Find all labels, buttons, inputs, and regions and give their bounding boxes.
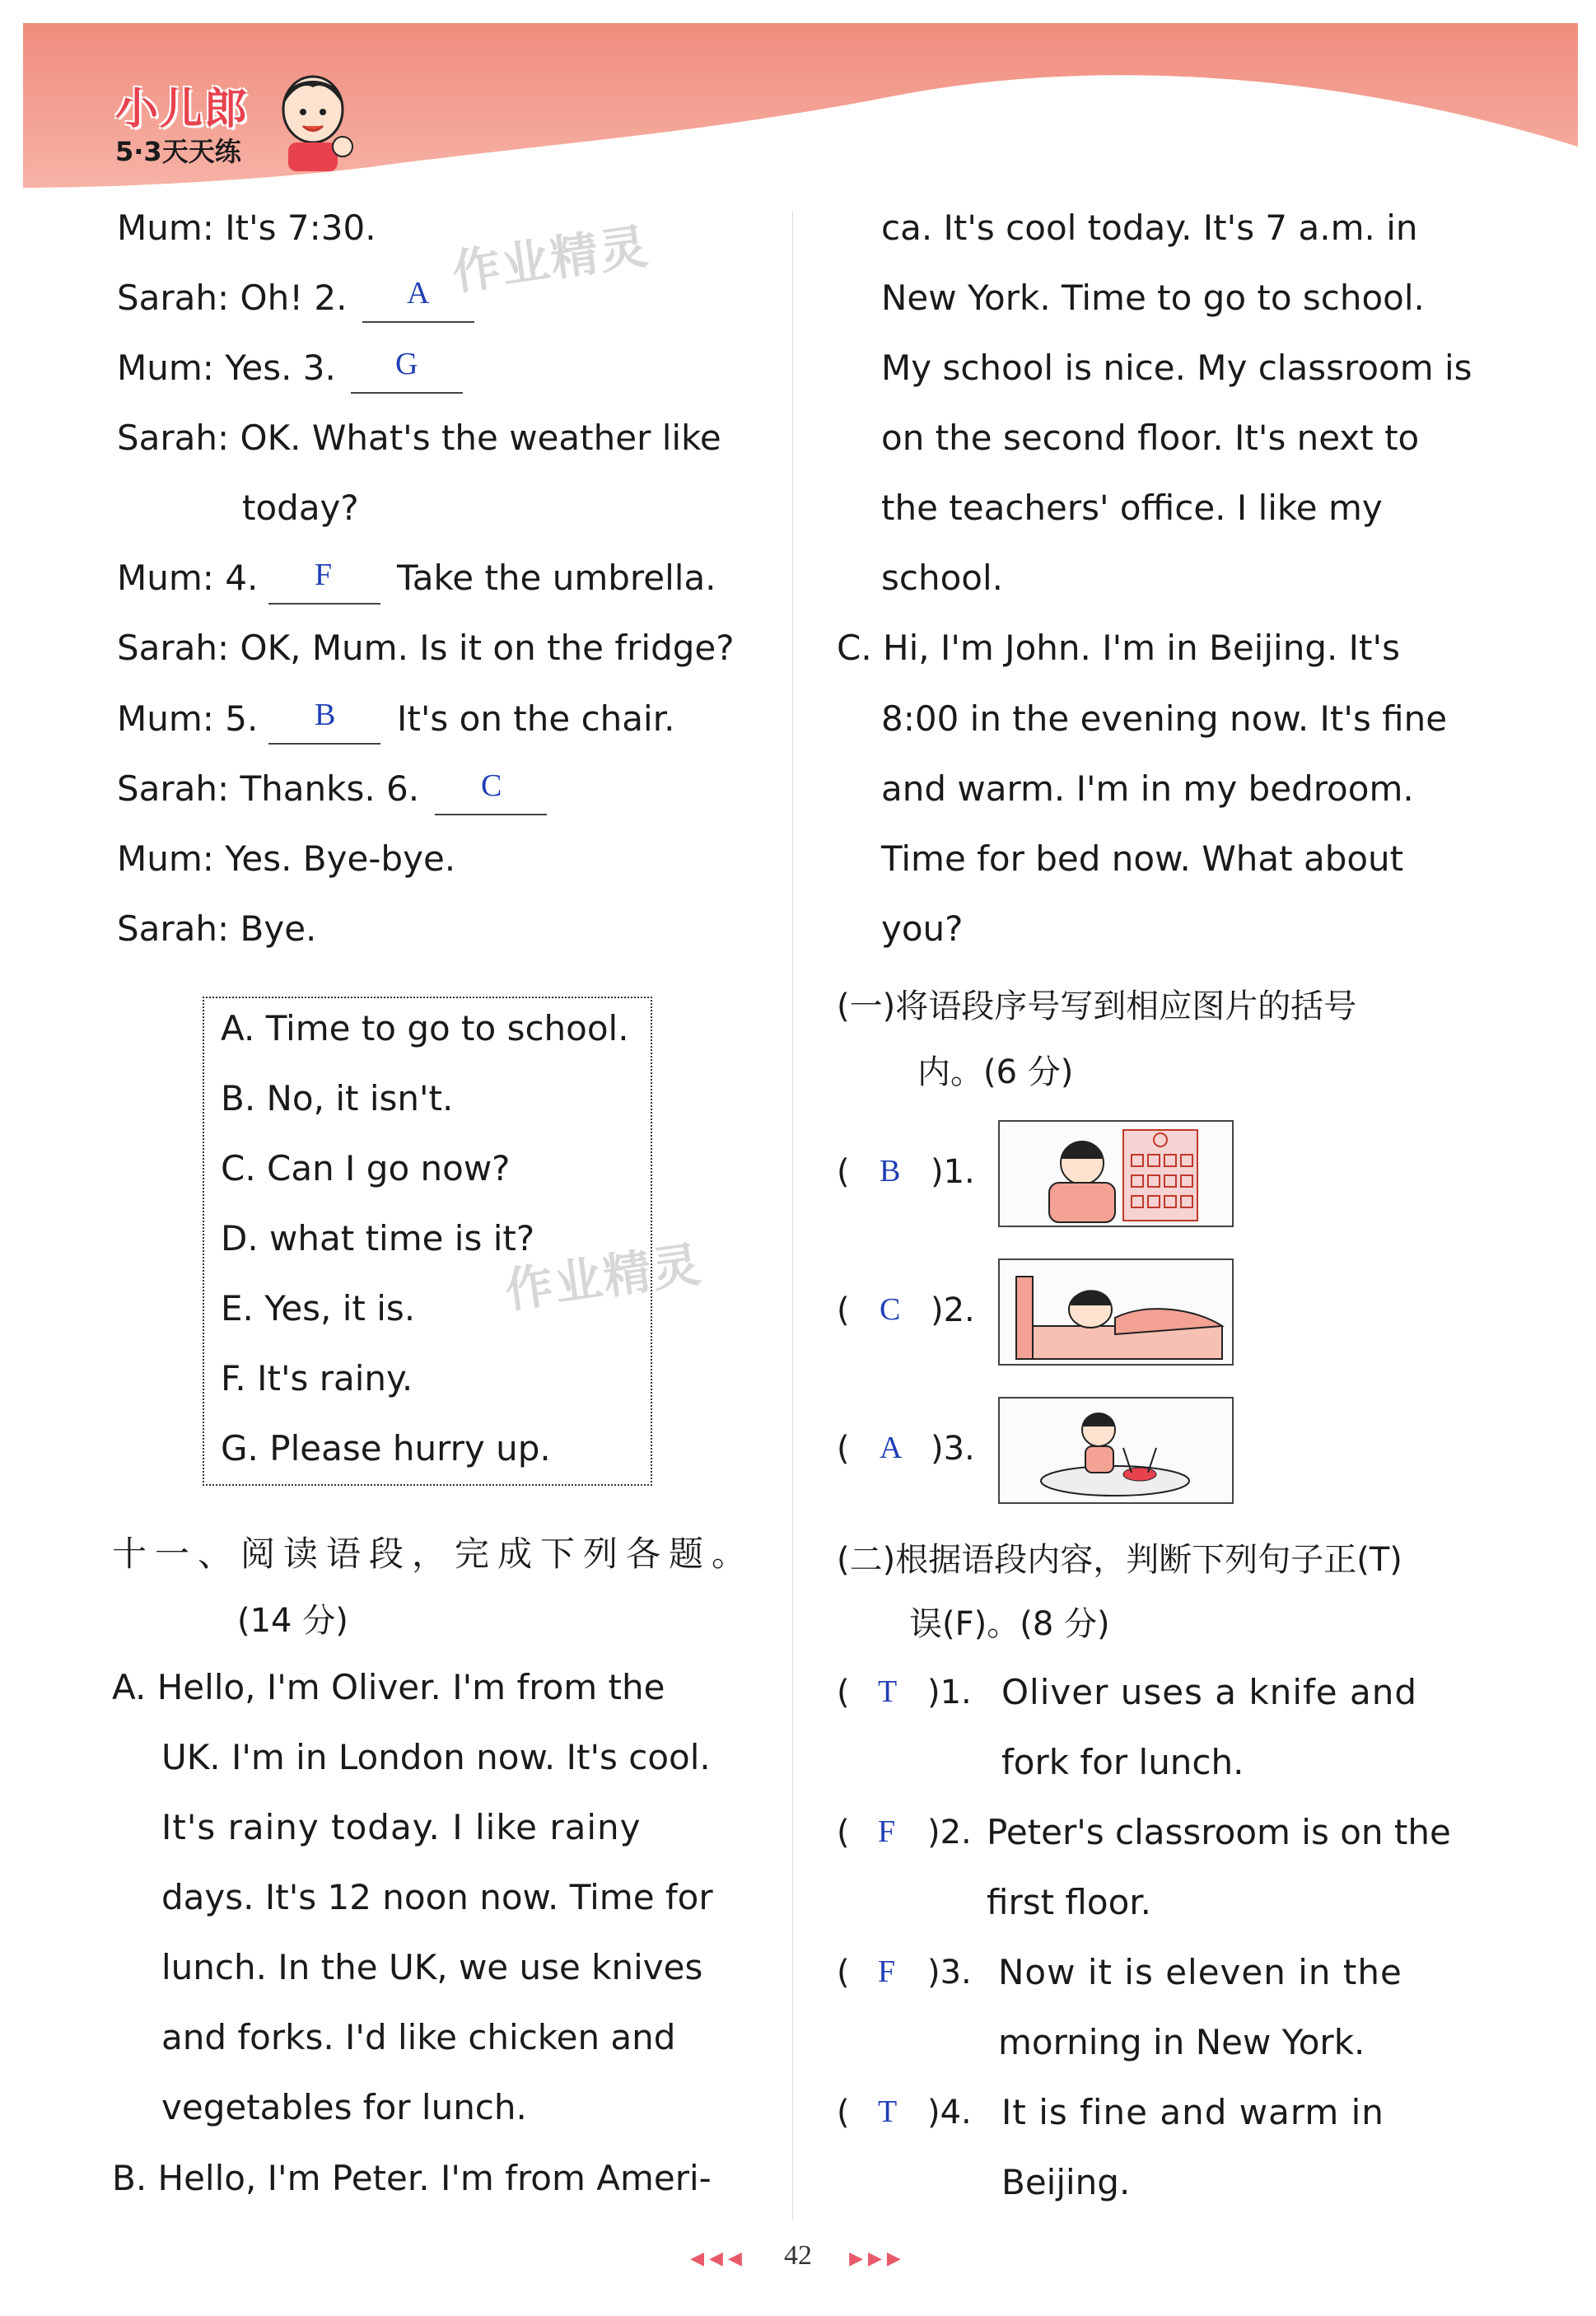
statement-line: It is fine and warm in (1001, 2092, 1384, 2132)
passage-a-line: vegetables for lunch. (161, 2087, 527, 2127)
bracket-open: ( (837, 1674, 850, 1711)
option-item: F. It's rainy. (221, 1358, 413, 1398)
item-number: )1. (931, 1153, 975, 1191)
statement-line: first floor. (987, 1882, 1152, 1922)
item-number: )2. (931, 1291, 975, 1329)
passage-b-line: school. (881, 558, 1004, 598)
statement-line: Oliver uses a knife and (1001, 1672, 1417, 1712)
passage-a-line: It's rainy today. I like rainy (161, 1807, 642, 1847)
column-divider (792, 211, 793, 2220)
right-arrows-icon: ▶▶▶ (849, 2248, 906, 2269)
option-item: E. Yes, it is. (221, 1288, 416, 1328)
answer-text: T (878, 2094, 898, 2129)
passage-a-line: lunch. In the UK, we use knives (161, 1947, 703, 1987)
answer-text: A (407, 276, 430, 311)
part1-title: (一)将语段序号写到相应图片的括号 (837, 988, 1357, 1025)
statement-line: Now it is eleven in the (998, 1952, 1402, 1992)
answer-text: G (395, 347, 418, 381)
passage-b-line: My school is nice. My classroom is (881, 348, 1472, 388)
bracket-open: ( (837, 1814, 850, 1851)
section-title: 十一、阅读语段，完成下列各题。 (112, 1534, 755, 1574)
dialogue-line: Sarah: OK, Mum. Is it on the fridge? (117, 628, 735, 668)
page-footer (0, 2240, 1596, 2272)
passage-b-line: the teachers' office. I like my (881, 488, 1383, 528)
header-band (23, 23, 1578, 196)
dialogue-line: Sarah: OK. What's the weather like (117, 418, 721, 458)
passage-a-line: UK. I'm in London now. It's cool. (161, 1737, 711, 1777)
answer-blank (268, 603, 380, 605)
answer-text: A (880, 1431, 903, 1465)
statement-line: Beijing. (1001, 2162, 1131, 2202)
answer-text: T (878, 1674, 898, 1709)
option-item: A. Time to go to school. (221, 1008, 629, 1048)
school-boy-picture (998, 1120, 1234, 1227)
part2-title: (二)根据语段内容，判断下列句子正(T) (837, 1541, 1402, 1579)
option-item: D. what time is it? (221, 1218, 535, 1258)
dialogue-line: It's on the chair. (397, 698, 675, 739)
answer-text: F (878, 1954, 896, 1989)
passage-a-line: days. It's 12 noon now. Time for (161, 1877, 713, 1917)
passage-a-line: and forks. I'd like chicken and (161, 2017, 676, 2057)
bracket-open: ( (837, 2094, 850, 2132)
item-number: )2. (927, 1814, 972, 1851)
passage-c-line: you? (881, 908, 964, 949)
answer-text: F (878, 1814, 896, 1849)
bracket-open: ( (837, 1153, 850, 1191)
item-number: )3. (931, 1430, 975, 1468)
brand-logo (115, 74, 249, 169)
answer-blank (362, 321, 474, 323)
option-item: B. No, it isn't. (221, 1078, 454, 1118)
answer-text: B (880, 1154, 901, 1188)
lunch-boy-picture (998, 1397, 1234, 1504)
item-number: )1. (927, 1674, 972, 1711)
passage-b-line: New York. Time to go to school. (881, 278, 1425, 318)
watermark: 作业精灵 (502, 1235, 706, 1319)
option-item: C. Can I go now? (221, 1148, 511, 1188)
answer-text: B (315, 698, 336, 732)
passage-c-line: Time for bed now. What about (881, 838, 1404, 879)
answer-blank (268, 743, 380, 745)
statement-line: Peter's classroom is on the (987, 1812, 1451, 1852)
dialogue-line: Mum: Yes. Bye-bye. (117, 838, 456, 879)
part2-title-cont: 误(F)。(8 分) (909, 1605, 1110, 1643)
dialogue-line: Take the umbrella. (397, 558, 716, 598)
passage-b-line: ca. It's cool today. It's 7 a.m. in (881, 208, 1418, 248)
passage-a-line: A. Hello, I'm Oliver. I'm from the (112, 1667, 665, 1707)
brand-subtitle: 5·3天天练 (115, 136, 241, 167)
page-number: 42 (784, 2240, 812, 2271)
watermark: 作业精灵 (449, 217, 653, 301)
item-number: )4. (927, 2094, 972, 2132)
bracket-open: ( (837, 1954, 850, 1991)
answer-text: C (880, 1292, 901, 1327)
sleeping-boy-picture (998, 1258, 1234, 1366)
dialogue-line: Sarah: Bye. (117, 908, 317, 949)
dialogue-line: Mum: It's 7:30. (117, 208, 376, 248)
passage-c-line: C. Hi, I'm John. I'm in Beijing. It's (837, 628, 1400, 668)
statement-line: fork for lunch. (1001, 1742, 1244, 1782)
answer-blank (351, 392, 463, 394)
dialogue-line: Sarah: Thanks. 6. (117, 768, 420, 809)
passage-c-line: 8:00 in the evening now. It's fine (881, 698, 1448, 739)
dialogue-line: today? (242, 488, 359, 528)
dialogue-line: Mum: Yes. 3. (117, 348, 336, 388)
passage-c-line: and warm. I'm in my bedroom. (881, 768, 1414, 809)
left-arrows-icon: ◀◀◀ (690, 2248, 747, 2269)
passage-b-line: B. Hello, I'm Peter. I'm from Ameri- (112, 2158, 712, 2198)
answer-text: C (481, 768, 502, 803)
dialogue-line: Mum: 4. (117, 558, 259, 598)
item-number: )3. (927, 1954, 972, 1991)
passage-b-line: on the second floor. It's next to (881, 418, 1420, 458)
bracket-open: ( (837, 1291, 850, 1329)
answer-blank (435, 814, 547, 815)
answer-text: F (315, 558, 333, 592)
brand-name: 小儿郎 (115, 85, 250, 134)
dialogue-line: Mum: 5. (117, 698, 259, 739)
section-score: (14 分) (237, 1602, 348, 1640)
dialogue-line: Sarah: Oh! 2. (117, 278, 348, 318)
bracket-open: ( (837, 1430, 850, 1468)
option-item: G. Please hurry up. (221, 1428, 551, 1469)
statement-line: morning in New York. (998, 2022, 1365, 2062)
mascot-boy-icon (272, 64, 354, 171)
part1-title-cont: 内。(6 分) (917, 1053, 1074, 1091)
